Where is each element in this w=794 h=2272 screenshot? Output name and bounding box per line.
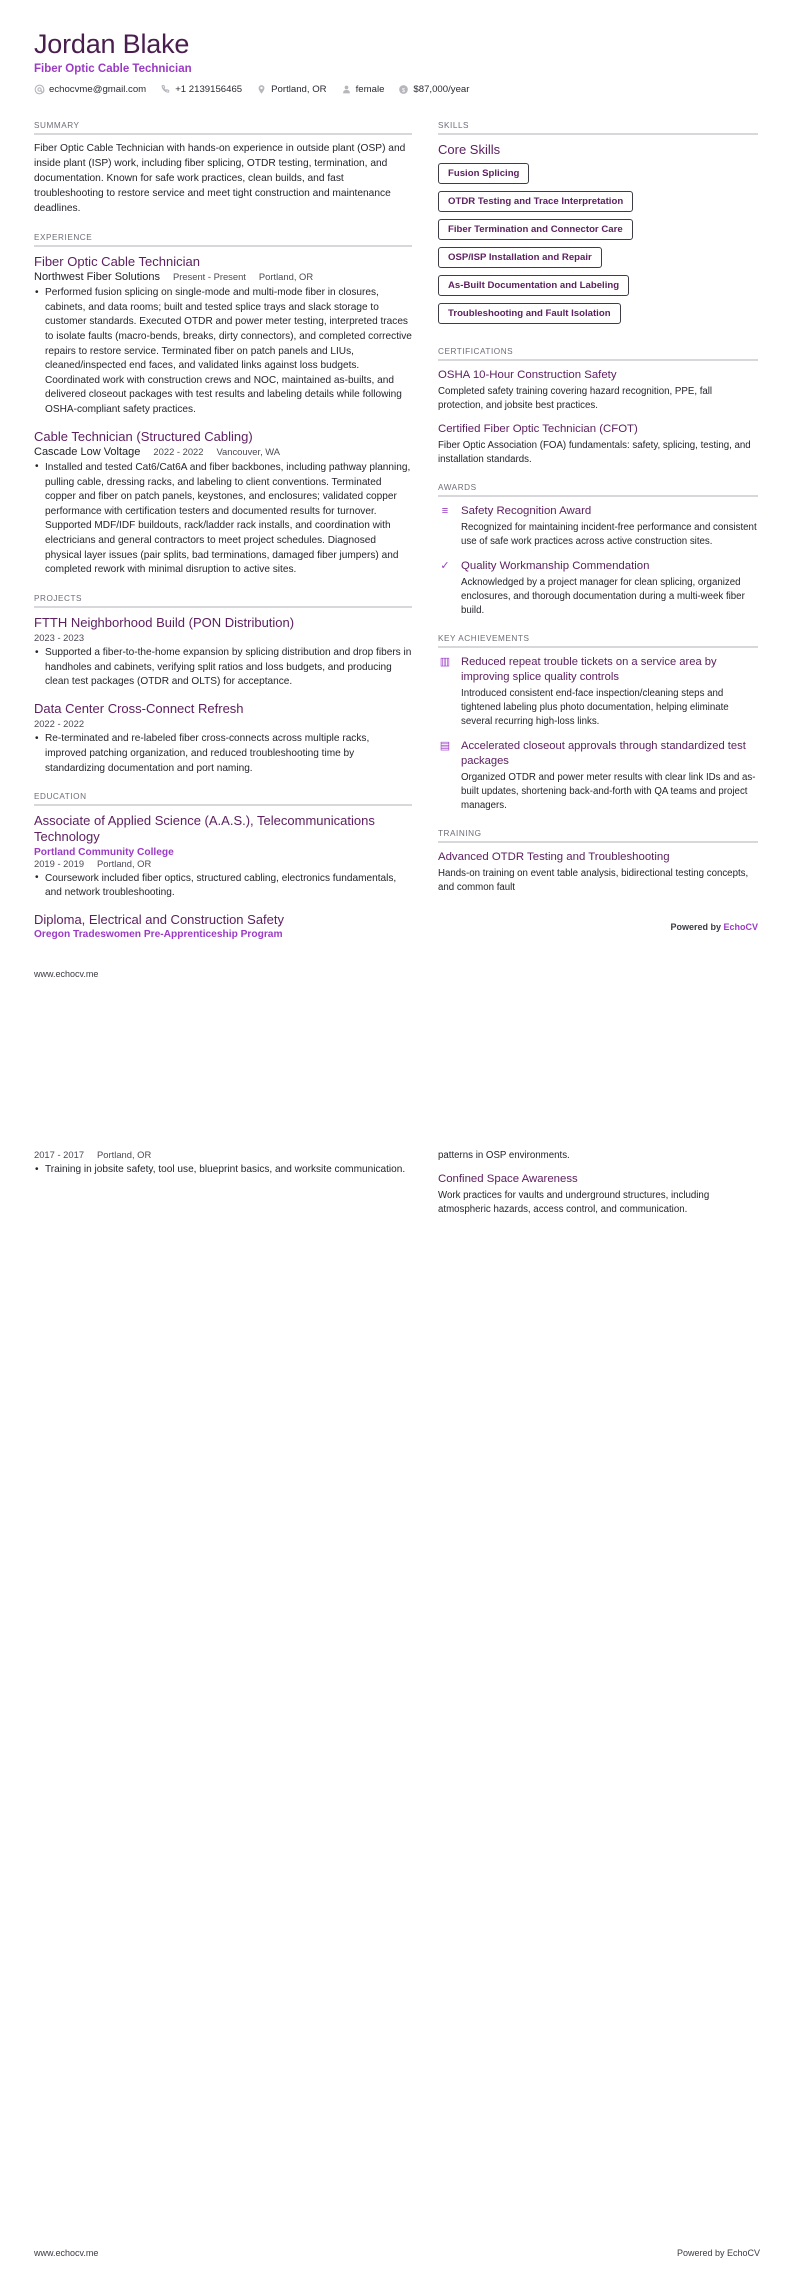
right-column-page2 — [438, 1149, 758, 1226]
award-entry — [438, 559, 758, 618]
project-date: 2022 - 2022 — [34, 718, 85, 730]
summary-text: Fiber Optic Cable Technician with hands-on experience in outside plant (OSP) and inside plant (ISP) work, including fiber splicing, OTDR testing, termination, and documentation. Known for safe work practices, clean builds, and fast troubleshooting to restore service and meet tight construction and maintenance deadlines. — [34, 143, 406, 214]
section-divider — [34, 133, 412, 135]
contact-gender-value: female — [355, 84, 385, 96]
section-divider — [438, 133, 758, 135]
experience-title: Fiber Optic Cable Technician — [34, 253, 200, 269]
list-item: • Training in jobsite safety, tool use, blueprint basics, and worksite communication. — [34, 1163, 412, 1178]
experience-org: Northwest Fiber Solutions — [34, 271, 160, 284]
key-achievement-title: Accelerated closeout approvals through standardized test packages — [461, 740, 746, 767]
contact-phone-value: +1 2139156465 — [175, 84, 243, 96]
experience-bullets — [34, 461, 412, 578]
key-achievement-body — [461, 655, 758, 729]
training-entry — [438, 850, 758, 895]
training-title: Confined Space Awareness — [438, 1173, 578, 1186]
section-divider — [438, 646, 758, 648]
project-title: Data Center Cross-Connect Refresh — [34, 701, 244, 717]
key-achievement-body — [461, 739, 758, 813]
list-item: • Supported a fiber-to-the-home expansion by splicing distribution and drop fibers in handholes and cabinets, verifying split ratios and loss budgets, and producing clean test packages (OTDR and OLTS) for acceptance. — [34, 646, 412, 690]
experience-date: Present - Present — [172, 271, 246, 283]
summary-section — [34, 121, 412, 216]
certifications-section — [438, 347, 758, 467]
experience-meta — [34, 271, 412, 283]
education-entry — [34, 813, 412, 901]
award-title: Quality Workmanship Commendation — [461, 560, 650, 573]
experience-title: Cable Technician (Structured Cabling) — [34, 428, 253, 444]
skills-section — [438, 121, 758, 331]
list-item: • Performed fusion splicing on single-mode and multi-mode fiber in closures, cabinets, and data rooms; built and tested splice trays and slack storage to customer standards. Executed OTDR and power meter testing, interpreted traces to isolate faults (macro-bends, breaks, dirty connectors), and completed corrective repairs to restore service. Terminated fiber on patch panels and LIUs, cleaned/inspected end faces, and validated links against loss budgets. Coordinated work with construction crews and NOC, maintained as-builts, and delivered closeout packages with test results and labeling details while following OSHA-compliant safety practices. — [34, 286, 412, 418]
contact-salary — [398, 84, 469, 95]
project-title: FTTH Neighborhood Build (PON Distribution) — [34, 614, 295, 630]
education-title: Associate of Applied Science (A.A.S.), Telecommunications Technology — [34, 813, 375, 845]
training-section — [438, 829, 758, 895]
section-divider — [438, 359, 758, 361]
key-achievement-entry — [438, 739, 758, 813]
certification-entry — [438, 368, 758, 413]
email-icon — [34, 84, 45, 95]
education-meta — [34, 1149, 412, 1160]
contact-email[interactable] — [34, 84, 146, 95]
resume-header — [34, 28, 760, 105]
certification-title: OSHA 10-Hour Construction Safety — [438, 369, 617, 382]
svg-text:$: $ — [402, 88, 406, 95]
footer-site[interactable]: www.echocv.me — [34, 969, 99, 980]
education-entry — [34, 912, 412, 940]
project-meta — [34, 632, 412, 643]
candidate-headline: Fiber Optic Cable Technician — [34, 63, 192, 76]
section-divider — [438, 841, 758, 843]
candidate-name: Jordan Blake — [34, 29, 190, 59]
award-description: Recognized for maintaining incident-free performance and consistent use of safe work practices across active construction sites. — [461, 522, 757, 548]
project-entry — [34, 701, 412, 776]
skill-chip: OTDR Testing and Trace Interpretation — [438, 191, 633, 212]
skills-chip-list — [438, 163, 758, 331]
skill-chip: OSP/ISP Installation and Repair — [438, 247, 602, 268]
powered-by-label: Powered by EchoCV — [670, 921, 758, 932]
education-org[interactable]: Portland Community College — [34, 846, 174, 858]
project-bullets — [34, 732, 412, 776]
contact-row — [34, 84, 760, 105]
check-icon: ✓ — [440, 560, 450, 573]
key-achievement-description: Introduced consistent end-face inspection/cleaning steps and tightened labeling plus photo documentation, helping eliminate several recurring high-loss links. — [461, 687, 729, 727]
award-body — [461, 559, 758, 618]
lines-icon: ≡ — [441, 505, 449, 518]
page2-footer — [34, 2248, 760, 2258]
certification-title: Certified Fiber Optic Technician (CFOT) — [438, 423, 638, 436]
chart-bar-icon: ▥ — [439, 656, 451, 669]
right-column — [438, 105, 758, 941]
training-description: Work practices for vaults and underground structures, including atmospheric hazards, access control, and communication. — [438, 1189, 710, 1215]
education-org[interactable]: Oregon Tradeswomen Pre-Apprenticeship Program — [34, 929, 283, 941]
summary-section-label: SUMMARY — [34, 121, 80, 131]
location-pin-icon — [256, 84, 267, 95]
education-date: 2019 - 2019 — [34, 857, 85, 869]
awards-section-label: AWARDS — [438, 483, 477, 493]
left-column — [34, 105, 412, 989]
contact-gender — [341, 84, 385, 95]
projects-section-label: PROJECTS — [34, 593, 83, 603]
awards-section — [438, 483, 758, 618]
bank-icon: ▤ — [439, 740, 451, 753]
list-item: • Installed and tested Cat6/Cat6A and fiber backbones, including pathway planning, pulling cable, dressing racks, and labeling to client conventions. Terminated copper and fiber on patch panels, keystones, and enclosures; validated copper performance with certification testers and documented results for turnover. Supported MDF/IDF buildouts, rack/ladder rack installs, and coordination with electricians and general contractors to meet project schedules. Diagnosed physical layer issues (pair splits, bad terminations, damaged fiber jumpers) and completed rework with minimal disruption to active sites. — [34, 461, 412, 578]
key-achievement-description: Organized OTDR and power meter results with clear link IDs and as-built updates, shortening back-and-forth with QA teams and project managers. — [461, 771, 756, 811]
experience-meta — [34, 446, 412, 458]
person-icon — [341, 84, 352, 95]
section-divider — [34, 245, 412, 247]
experience-location: Vancouver, WA — [216, 445, 281, 457]
education-location: Portland, OR — [97, 1149, 152, 1160]
resume-page-2 — [0, 1149, 794, 2272]
contact-email-value: echocvme@gmail.com — [49, 84, 147, 96]
section-divider — [438, 495, 758, 497]
training-description-continued: patterns in OSP environments. — [438, 1150, 570, 1161]
experience-date: 2022 - 2022 — [153, 445, 204, 457]
contact-phone[interactable] — [160, 84, 242, 95]
contact-location-value: Portland, OR — [271, 84, 327, 96]
project-meta — [34, 718, 412, 729]
education-section — [34, 792, 412, 940]
certification-entry — [438, 422, 758, 467]
education-location: Portland, OR — [97, 857, 152, 869]
award-body — [461, 504, 758, 549]
education-bullets — [34, 872, 412, 901]
experience-entry — [34, 429, 412, 578]
key-achievement-title: Reduced repeat trouble tickets on a service area by improving splice quality controls — [461, 656, 717, 684]
page-break — [0, 1123, 794, 1149]
contact-location — [256, 84, 326, 95]
key-achievement-entry — [438, 655, 758, 729]
key-achievements-section — [438, 634, 758, 813]
footer-site[interactable]: www.echocv.me — [34, 2248, 99, 2258]
key-achievements-section-label: KEY ACHIEVEMENTS — [438, 634, 530, 644]
training-section-label: TRAINING — [438, 828, 482, 838]
award-entry — [438, 504, 758, 549]
resume-page-1 — [0, 0, 794, 1123]
experience-section-label: EXPERIENCE — [34, 232, 93, 242]
education-entry-continued — [34, 1149, 412, 1178]
project-date: 2023 - 2023 — [34, 632, 85, 644]
education-title: Diploma, Electrical and Construction Safety — [34, 911, 285, 927]
phone-icon — [160, 84, 171, 95]
experience-entry — [34, 254, 412, 418]
resume-body — [34, 105, 760, 989]
certification-description: Completed safety training covering hazard recognition, PPE, fall protection, and jobsite best practices. — [438, 386, 713, 412]
page1-right-footer — [438, 904, 758, 942]
section-divider — [34, 606, 412, 608]
award-title: Safety Recognition Award — [461, 505, 592, 518]
money-icon — [398, 84, 409, 95]
project-entry — [34, 615, 412, 690]
skill-chip: Fiber Termination and Connector Care — [438, 219, 633, 240]
resume-body-page2 — [34, 1149, 760, 1226]
education-bullets — [34, 1163, 412, 1178]
powered-by-label: Powered by EchoCV — [676, 2248, 760, 2258]
experience-bullets — [34, 286, 412, 418]
education-meta — [34, 858, 412, 869]
left-column-page2 — [34, 1149, 412, 1189]
experience-section — [34, 233, 412, 578]
experience-location: Portland, OR — [258, 271, 314, 283]
section-divider — [34, 804, 412, 806]
training-title: Advanced OTDR Testing and Troubleshooting — [438, 850, 670, 863]
skills-section-label: SKILLS — [438, 121, 470, 131]
training-entry-continued — [438, 1149, 758, 1163]
training-description: Hands-on training on event table analysis, bidirectional testing concepts, and common fault — [438, 867, 749, 893]
list-item: • Coursework included fiber optics, structured cabling, electronics fundamentals, and network troubleshooting. — [34, 872, 412, 901]
education-date: 2017 - 2017 — [34, 1149, 85, 1160]
skill-chip: Fusion Splicing — [438, 163, 529, 184]
skill-chip: Troubleshooting and Fault Isolation — [438, 303, 621, 324]
project-bullets — [34, 646, 412, 690]
certifications-section-label: CERTIFICATIONS — [438, 347, 514, 357]
skill-chip: As-Built Documentation and Labeling — [438, 275, 629, 296]
skills-group-title: Core Skills — [438, 142, 501, 158]
certification-description: Fiber Optic Association (FOA) fundamentals: safety, splicing, testing, and installation standards. — [438, 440, 751, 466]
projects-section — [34, 594, 412, 776]
training-entry — [438, 1172, 758, 1217]
award-description: Acknowledged by a project manager for clean splicing, organized enclosures, and thorough documentation during a multi-week fiber build. — [461, 577, 745, 617]
list-item: • Re-terminated and re-labeled fiber cross-connects across multiple racks, improved patching organization, and reduced troubleshooting time by standardizing documentation and port naming. — [34, 732, 412, 776]
contact-salary-value: $87,000/year — [413, 84, 470, 96]
education-section-label: EDUCATION — [34, 792, 87, 802]
experience-org: Cascade Low Voltage — [34, 445, 141, 458]
page1-left-footer — [34, 951, 412, 989]
